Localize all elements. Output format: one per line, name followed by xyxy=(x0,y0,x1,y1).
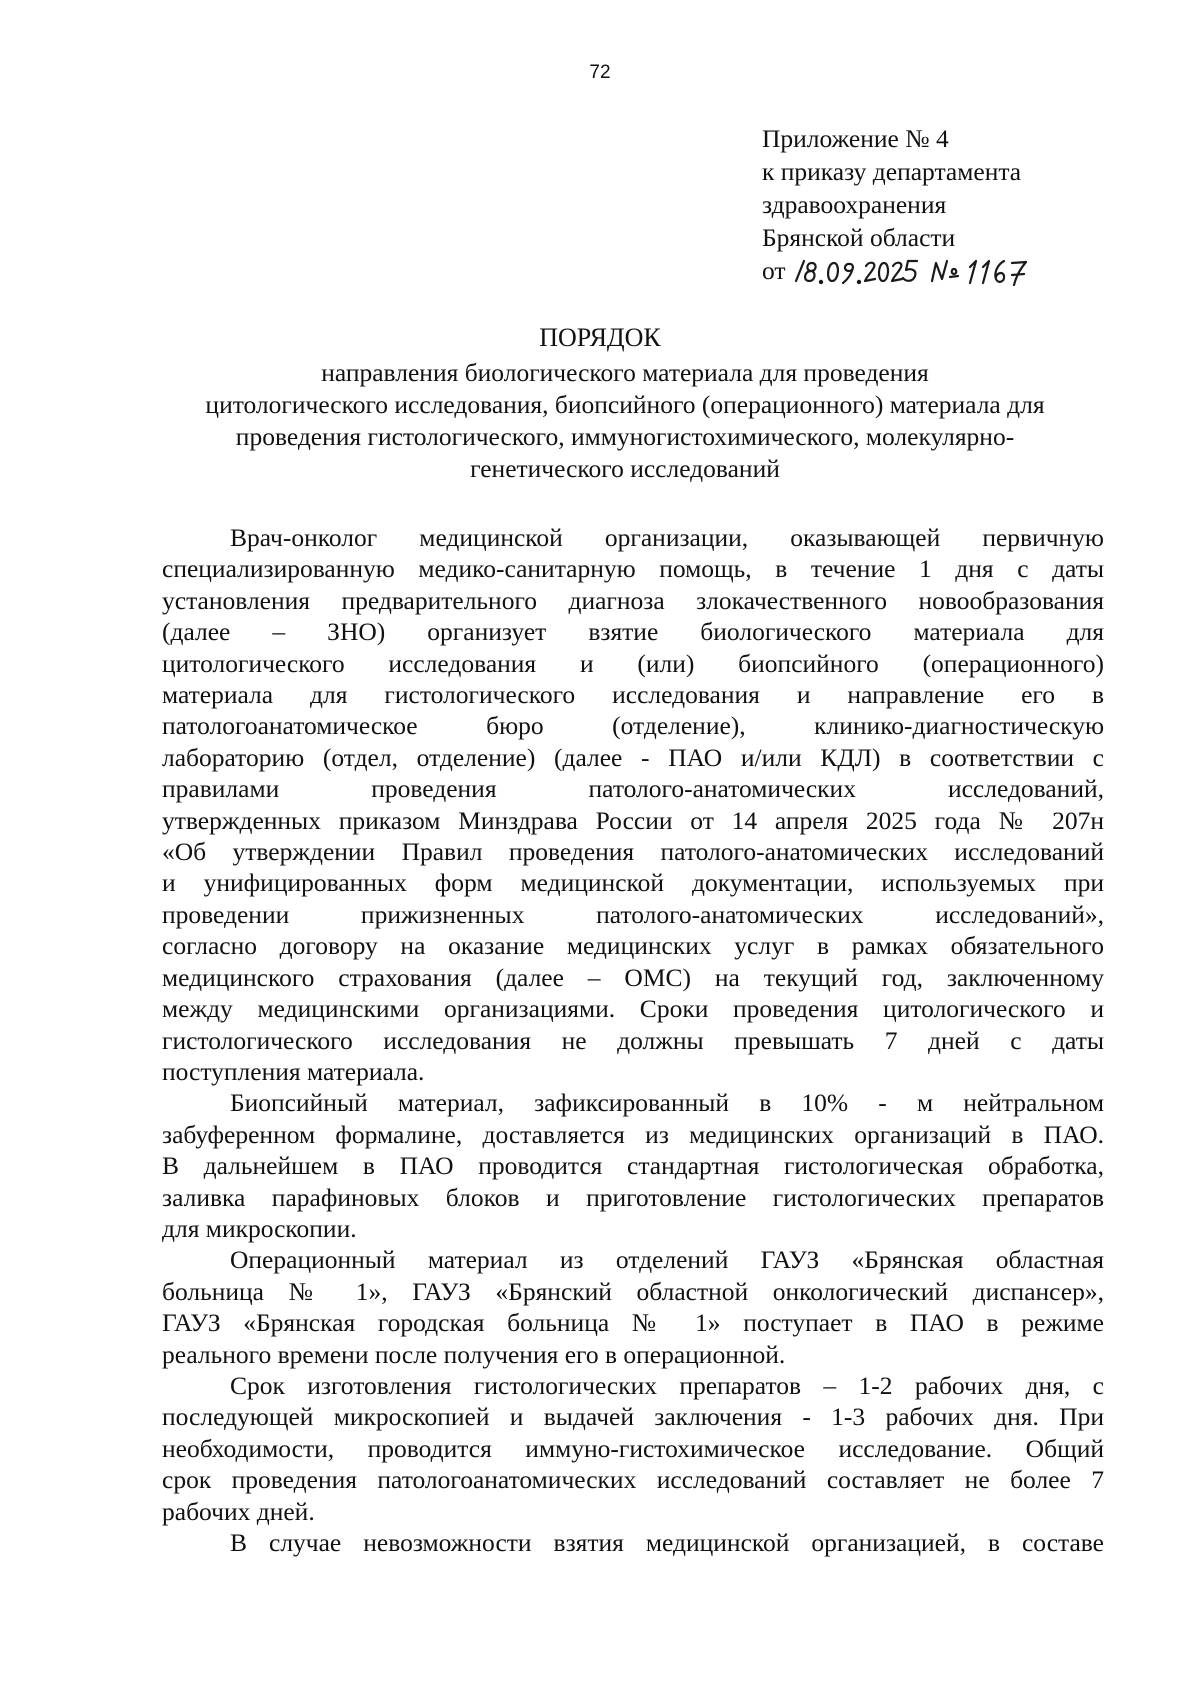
text-line: Врач-онколог медицинской организации, оказывающей первичную xyxy=(230,523,1104,552)
subtitle-line: цитологического исследования, биопсийного (операционного) материала для xyxy=(205,390,1045,419)
text-line: Срок изготовления гистологических препаратов – 1-2 рабочих дня, с xyxy=(230,1370,1104,1400)
text-line: реального времени после получения его в операционной. xyxy=(162,1339,786,1369)
text-line: Операционный материал из отделений ГАУЗ «Брянская областная xyxy=(230,1245,1104,1275)
subtitle-line: проведения гистологического, иммуногистохимического, молекулярно- xyxy=(235,422,1015,451)
text-line: для микроскопии. xyxy=(162,1213,357,1243)
subtitle-line: направления биологического материала для проведения xyxy=(321,358,929,387)
order-date-line xyxy=(762,254,1038,287)
document-title: ПОРЯДОК xyxy=(539,323,661,352)
text-line: установления предварительного диагноза злокачественного новообразования xyxy=(162,585,1104,615)
text-line: заливка парафиновых блоков и приготовление гистологических препаратов xyxy=(162,1182,1104,1212)
paragraph xyxy=(162,1087,1104,1244)
text-line: необходимости, проводится иммуно-гистохимическое исследование. Общий xyxy=(162,1433,1104,1463)
text-line: проведении прижизненных патолого-анатомических исследований», xyxy=(162,899,1104,929)
document-body xyxy=(162,522,1104,1558)
text-line: между медицинскими организациями. Сроки проведения цитологического и xyxy=(162,994,1104,1024)
text-line: последующей микроскопией и выдачей заключения - 1-3 рабочих дня. При xyxy=(162,1402,1104,1432)
text-line: утвержденных приказом Минздрава России от 14 апреля 2025 года № 207н xyxy=(162,805,1104,835)
text-line: цитологического исследования и (или) биопсийного (операционного) xyxy=(162,648,1104,678)
text-line: поступления материала. xyxy=(162,1056,425,1086)
text-line: специализированную медико-санитарную помощь, в течение 1 дня с даты xyxy=(162,554,1104,584)
paragraph xyxy=(162,1527,1104,1558)
text-line: гистологического исследования не должны превышать 7 дней с даты xyxy=(162,1025,1104,1055)
order-date-prefix: от xyxy=(762,256,786,285)
page-number: 72 xyxy=(589,62,611,83)
text-line: медицинского страхования (далее – ОМС) на текущий год, заключенному xyxy=(162,962,1104,992)
document-subtitle xyxy=(150,357,1100,485)
subtitle-line: генетического исследований xyxy=(470,454,780,483)
text-line: патологоанатомическое бюро (отделение), клинико-диагностическую xyxy=(162,711,1104,741)
text-line: ГАУЗ «Брянская городская больница № 1» поступает в ПАО в режиме xyxy=(162,1308,1104,1338)
text-line: больница № 1», ГАУЗ «Брянский областной онкологический диспансер», xyxy=(162,1276,1104,1306)
appendix-line: Брянской области xyxy=(762,223,956,252)
text-line: материала для гистологического исследования и направление его в xyxy=(162,680,1104,710)
text-line: и унифицированных форм медицинской документации, используемых при xyxy=(162,868,1104,898)
appendix-header xyxy=(762,122,1038,287)
appendix-line: здравоохранения xyxy=(762,190,947,219)
text-line: (далее – ЗНО) организует взятие биологического материала для xyxy=(162,617,1104,647)
text-line: лабораторию (отдел, отделение) (далее - ПАО и/или КДЛ) в соответствии с xyxy=(162,742,1104,772)
paragraph xyxy=(162,1244,1104,1370)
paragraph xyxy=(162,1370,1104,1527)
text-line: забуференном формалине, доставляется из медицинских организаций в ПАО. xyxy=(162,1119,1104,1149)
text-line: правилами проведения патолого-анатомических исследований, xyxy=(162,774,1104,804)
text-line: рабочих дней. xyxy=(162,1496,315,1526)
text-line: Биопсийный материал, зафиксированный в 10% - м нейтральном xyxy=(230,1088,1104,1118)
text-line: «Об утверждении Правил проведения патолого-анатомических исследований xyxy=(162,837,1104,867)
paragraph xyxy=(162,522,1104,1087)
text-line: срок проведения патологоанатомических исследований составляет не более 7 xyxy=(162,1465,1104,1495)
appendix-line: Приложение № 4 xyxy=(762,124,949,153)
text-line: согласно договору на оказание медицинских услуг в рамках обязательного xyxy=(162,931,1104,961)
handwritten-date-number xyxy=(790,255,1038,293)
appendix-line: к приказу департамента xyxy=(762,157,1022,186)
text-line: В случае невозможности взятия медицинской организацией, в составе xyxy=(230,1528,1104,1557)
text-line: В дальнейшем в ПАО проводится стандартная гистологическая обработка, xyxy=(162,1151,1104,1181)
